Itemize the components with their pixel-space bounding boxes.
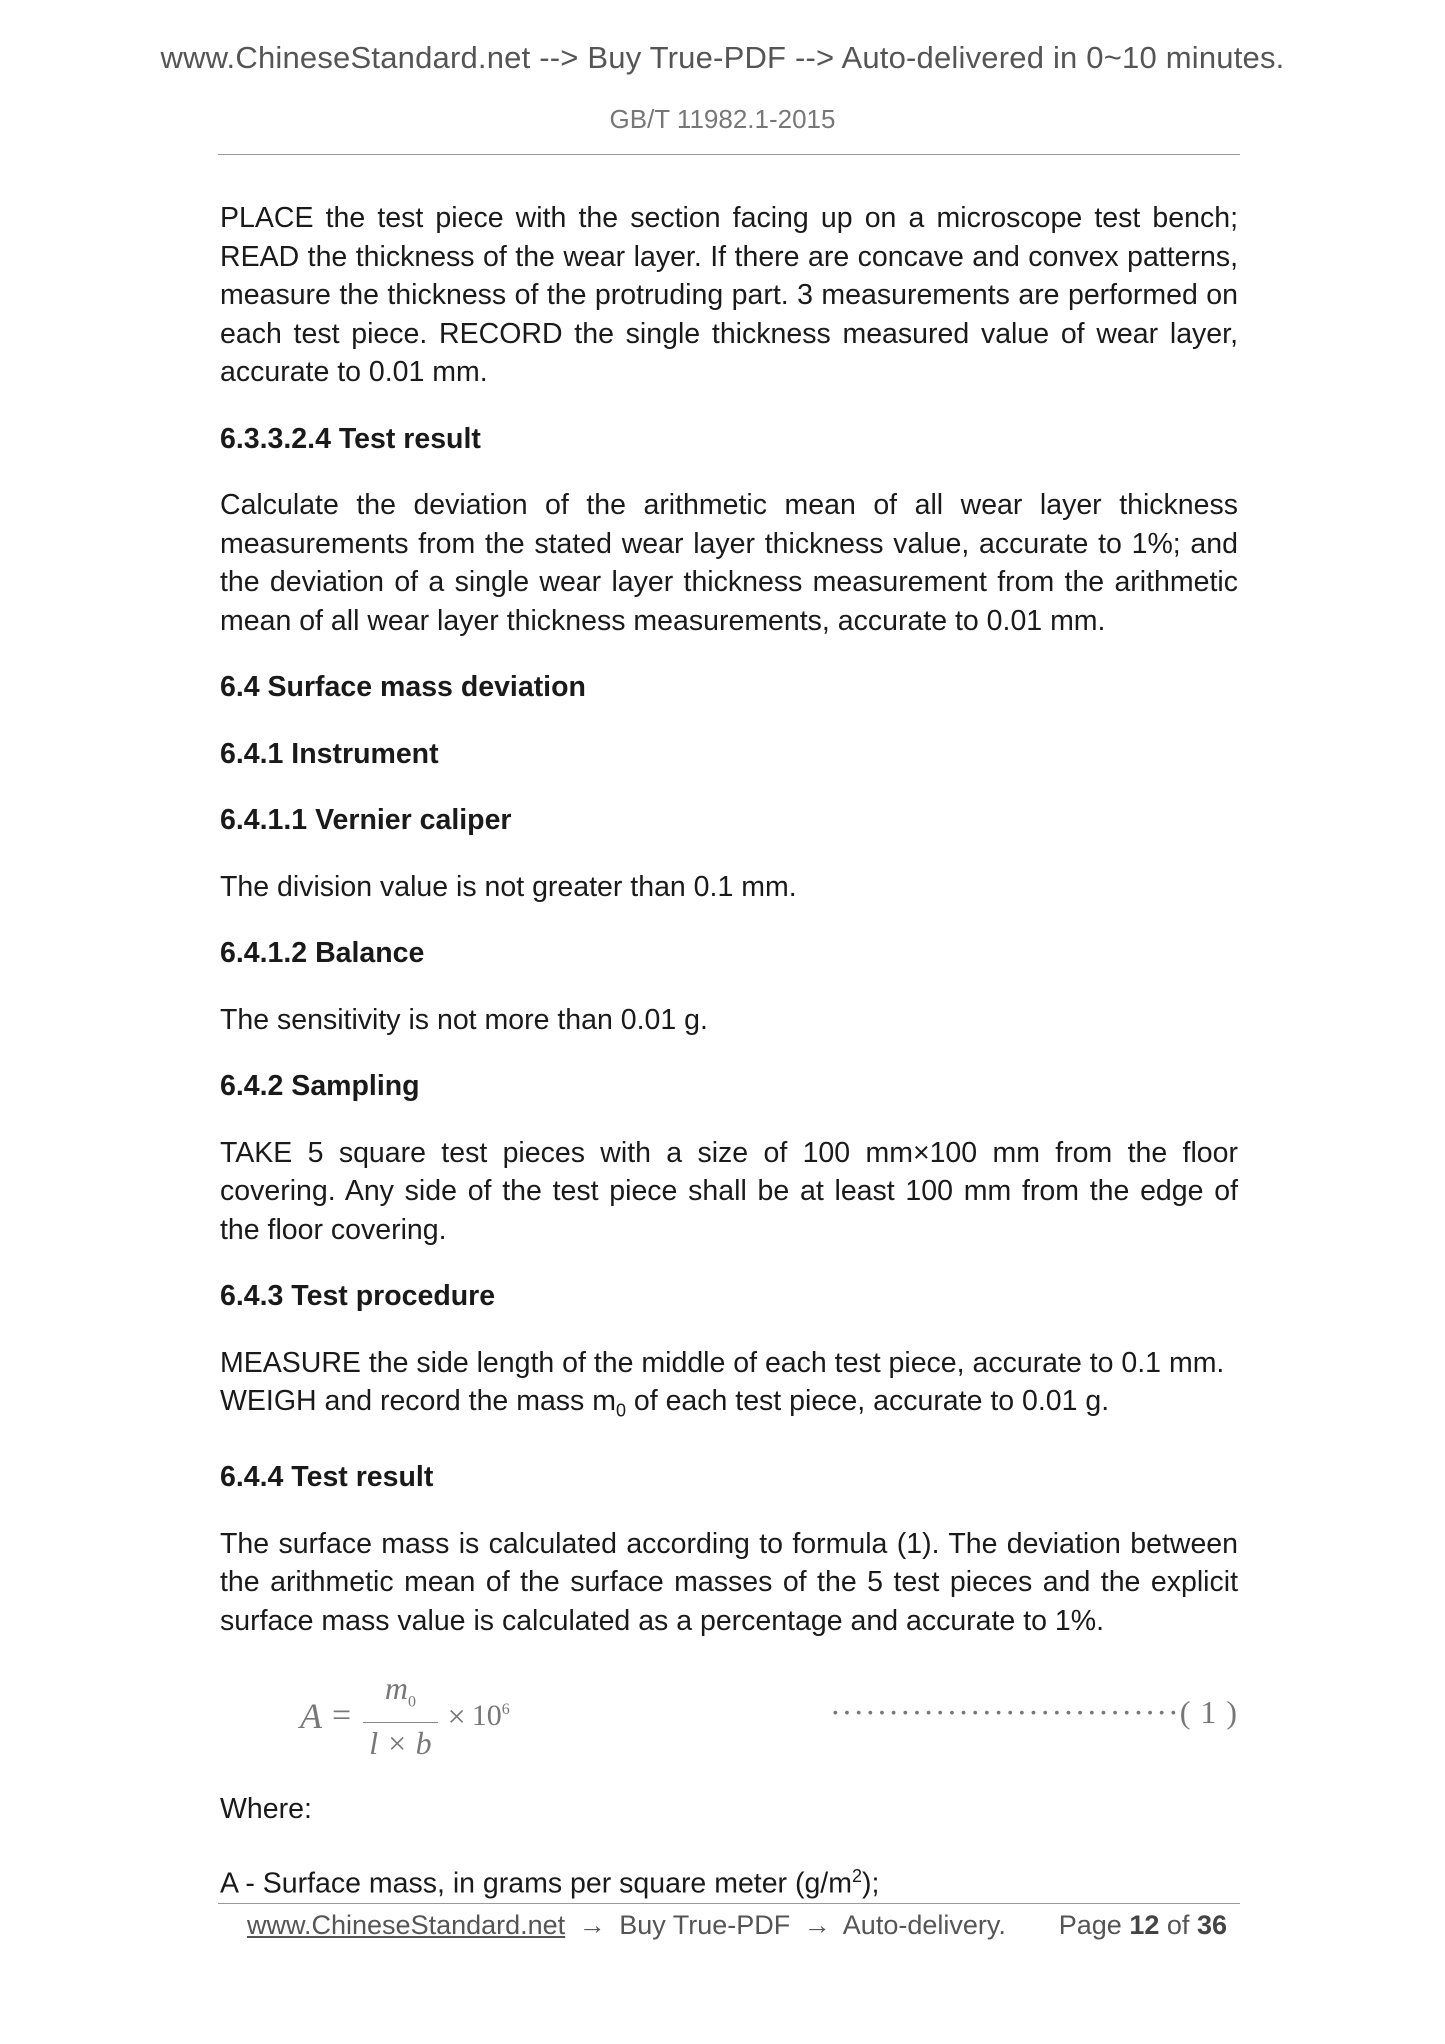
arrow-icon: → <box>803 1910 831 1940</box>
page-footer <box>247 1905 1237 1945</box>
definition-end: ); <box>861 1867 880 1900</box>
of-label: of <box>1166 1910 1190 1940</box>
paragraph-microscope-reading: PLACE the test piece with the section facing up on a microscope test bench; READ the thickness of the wear layer. If there are concave and convex patterns, measure the thickness of the protruding part. 3 measurements are performed on each test piece. RECORD the single thickness measured value of wear layer, accurate to 0.01 mm. <box>220 202 1238 388</box>
footer-divider <box>218 1903 1240 1904</box>
page-number: 12 <box>1129 1910 1160 1940</box>
formula-power <box>472 1699 510 1733</box>
page-indicator <box>1059 1905 1227 1945</box>
paragraph-sensitivity: The sensitivity is not more than 0.01 g. <box>220 1003 708 1036</box>
formula-expression <box>300 1668 510 1764</box>
equation-number: ······························( 1 ) <box>830 1694 1238 1731</box>
heading-6-4-1-1: 6.4.1.1 Vernier caliper <box>220 804 512 836</box>
formula-lhs: A <box>300 1696 322 1737</box>
heading-6-4: 6.4 Surface mass deviation <box>220 671 586 703</box>
heading-6-4-3: 6.4.3 Test procedure <box>220 1280 496 1312</box>
paragraph-deviation-calculation: Calculate the deviation of the arithmetic mean of all wear layer thickness measurements from the stated wear layer thickness value, accurate to 1%; and the deviation of a single wear layer thickness measurement from the arithmetic mean of all wear layer thickness measurements, accurate to 0.01 mm. <box>220 489 1238 637</box>
unit-superscript: 2 <box>851 1865 862 1886</box>
heading-6-4-1: 6.4.1 Instrument <box>220 737 439 770</box>
document-body <box>220 199 1238 1931</box>
formula-equals: = <box>332 1697 352 1735</box>
formula-1 <box>220 1668 1238 1764</box>
procedure-line-1: MEASURE the side length of the middle of each test piece, accurate to 0.1 mm. <box>220 1346 1225 1379</box>
page-total: 36 <box>1196 1910 1227 1940</box>
footer-delivery-text: Auto-delivery. <box>842 1910 1006 1940</box>
paragraph-division-value: The division value is not greater than 0.1 mm. <box>220 870 797 903</box>
heading-6-4-1-2: 6.4.1.2 Balance <box>220 937 425 969</box>
page-label: Page <box>1058 1910 1122 1940</box>
numerator-subscript: 0 <box>407 1693 416 1711</box>
arrow-icon: → <box>578 1910 606 1940</box>
heading-6-4-4: 6.4.4 Test result <box>220 1461 434 1494</box>
numerator-symbol: m <box>384 1670 408 1707</box>
paragraph-test-procedure <box>220 1344 1238 1431</box>
site-banner: www.ChineseStandard.net --> Buy True-PDF --> Auto-delivered in 0~10 minutes. <box>160 40 1285 75</box>
formula-fraction <box>363 1669 437 1762</box>
mass-subscript: 0 <box>615 1400 626 1421</box>
power-base: 10 <box>471 1699 502 1733</box>
document-id: GB/T 11982.1-2015 <box>609 104 836 134</box>
formula-denominator: l × b <box>369 1724 432 1761</box>
where-label: Where: <box>220 1793 312 1826</box>
formula-times: × <box>447 1697 466 1734</box>
paragraph-sampling: TAKE 5 square test pieces with a size of 100 mm×100 mm from the floor covering. Any side of the test piece shall be at least 100 mm from the edge of the floor covering. <box>220 1136 1238 1246</box>
footer-site-link[interactable]: www.ChineseStandard.net <box>247 1910 566 1940</box>
procedure-line-2-start: WEIGH and record the mass m <box>220 1385 616 1417</box>
definition-surface-mass <box>220 1857 1238 1903</box>
heading-6-3-3-2-4: 6.3.3.2.4 Test result <box>220 422 481 455</box>
footer-buy-text: Buy True-PDF <box>619 1910 791 1940</box>
formula-numerator <box>379 1669 422 1721</box>
heading-6-4-2: 6.4.2 Sampling <box>220 1070 420 1102</box>
power-exponent: 6 <box>501 1701 510 1719</box>
definition-text: A - Surface mass, in grams per square meter (g/m <box>220 1867 852 1900</box>
paragraph-surface-mass-result: The surface mass is calculated according to formula (1). The deviation between the arithmetic mean of the surface masses of the 5 test pieces and the explicit surface mass value is calculated as a percentage and accurate to 1%. <box>220 1527 1238 1637</box>
header-divider <box>218 154 1240 155</box>
procedure-line-2-end: of each test piece, accurate to 0.01 g. <box>625 1385 1110 1417</box>
